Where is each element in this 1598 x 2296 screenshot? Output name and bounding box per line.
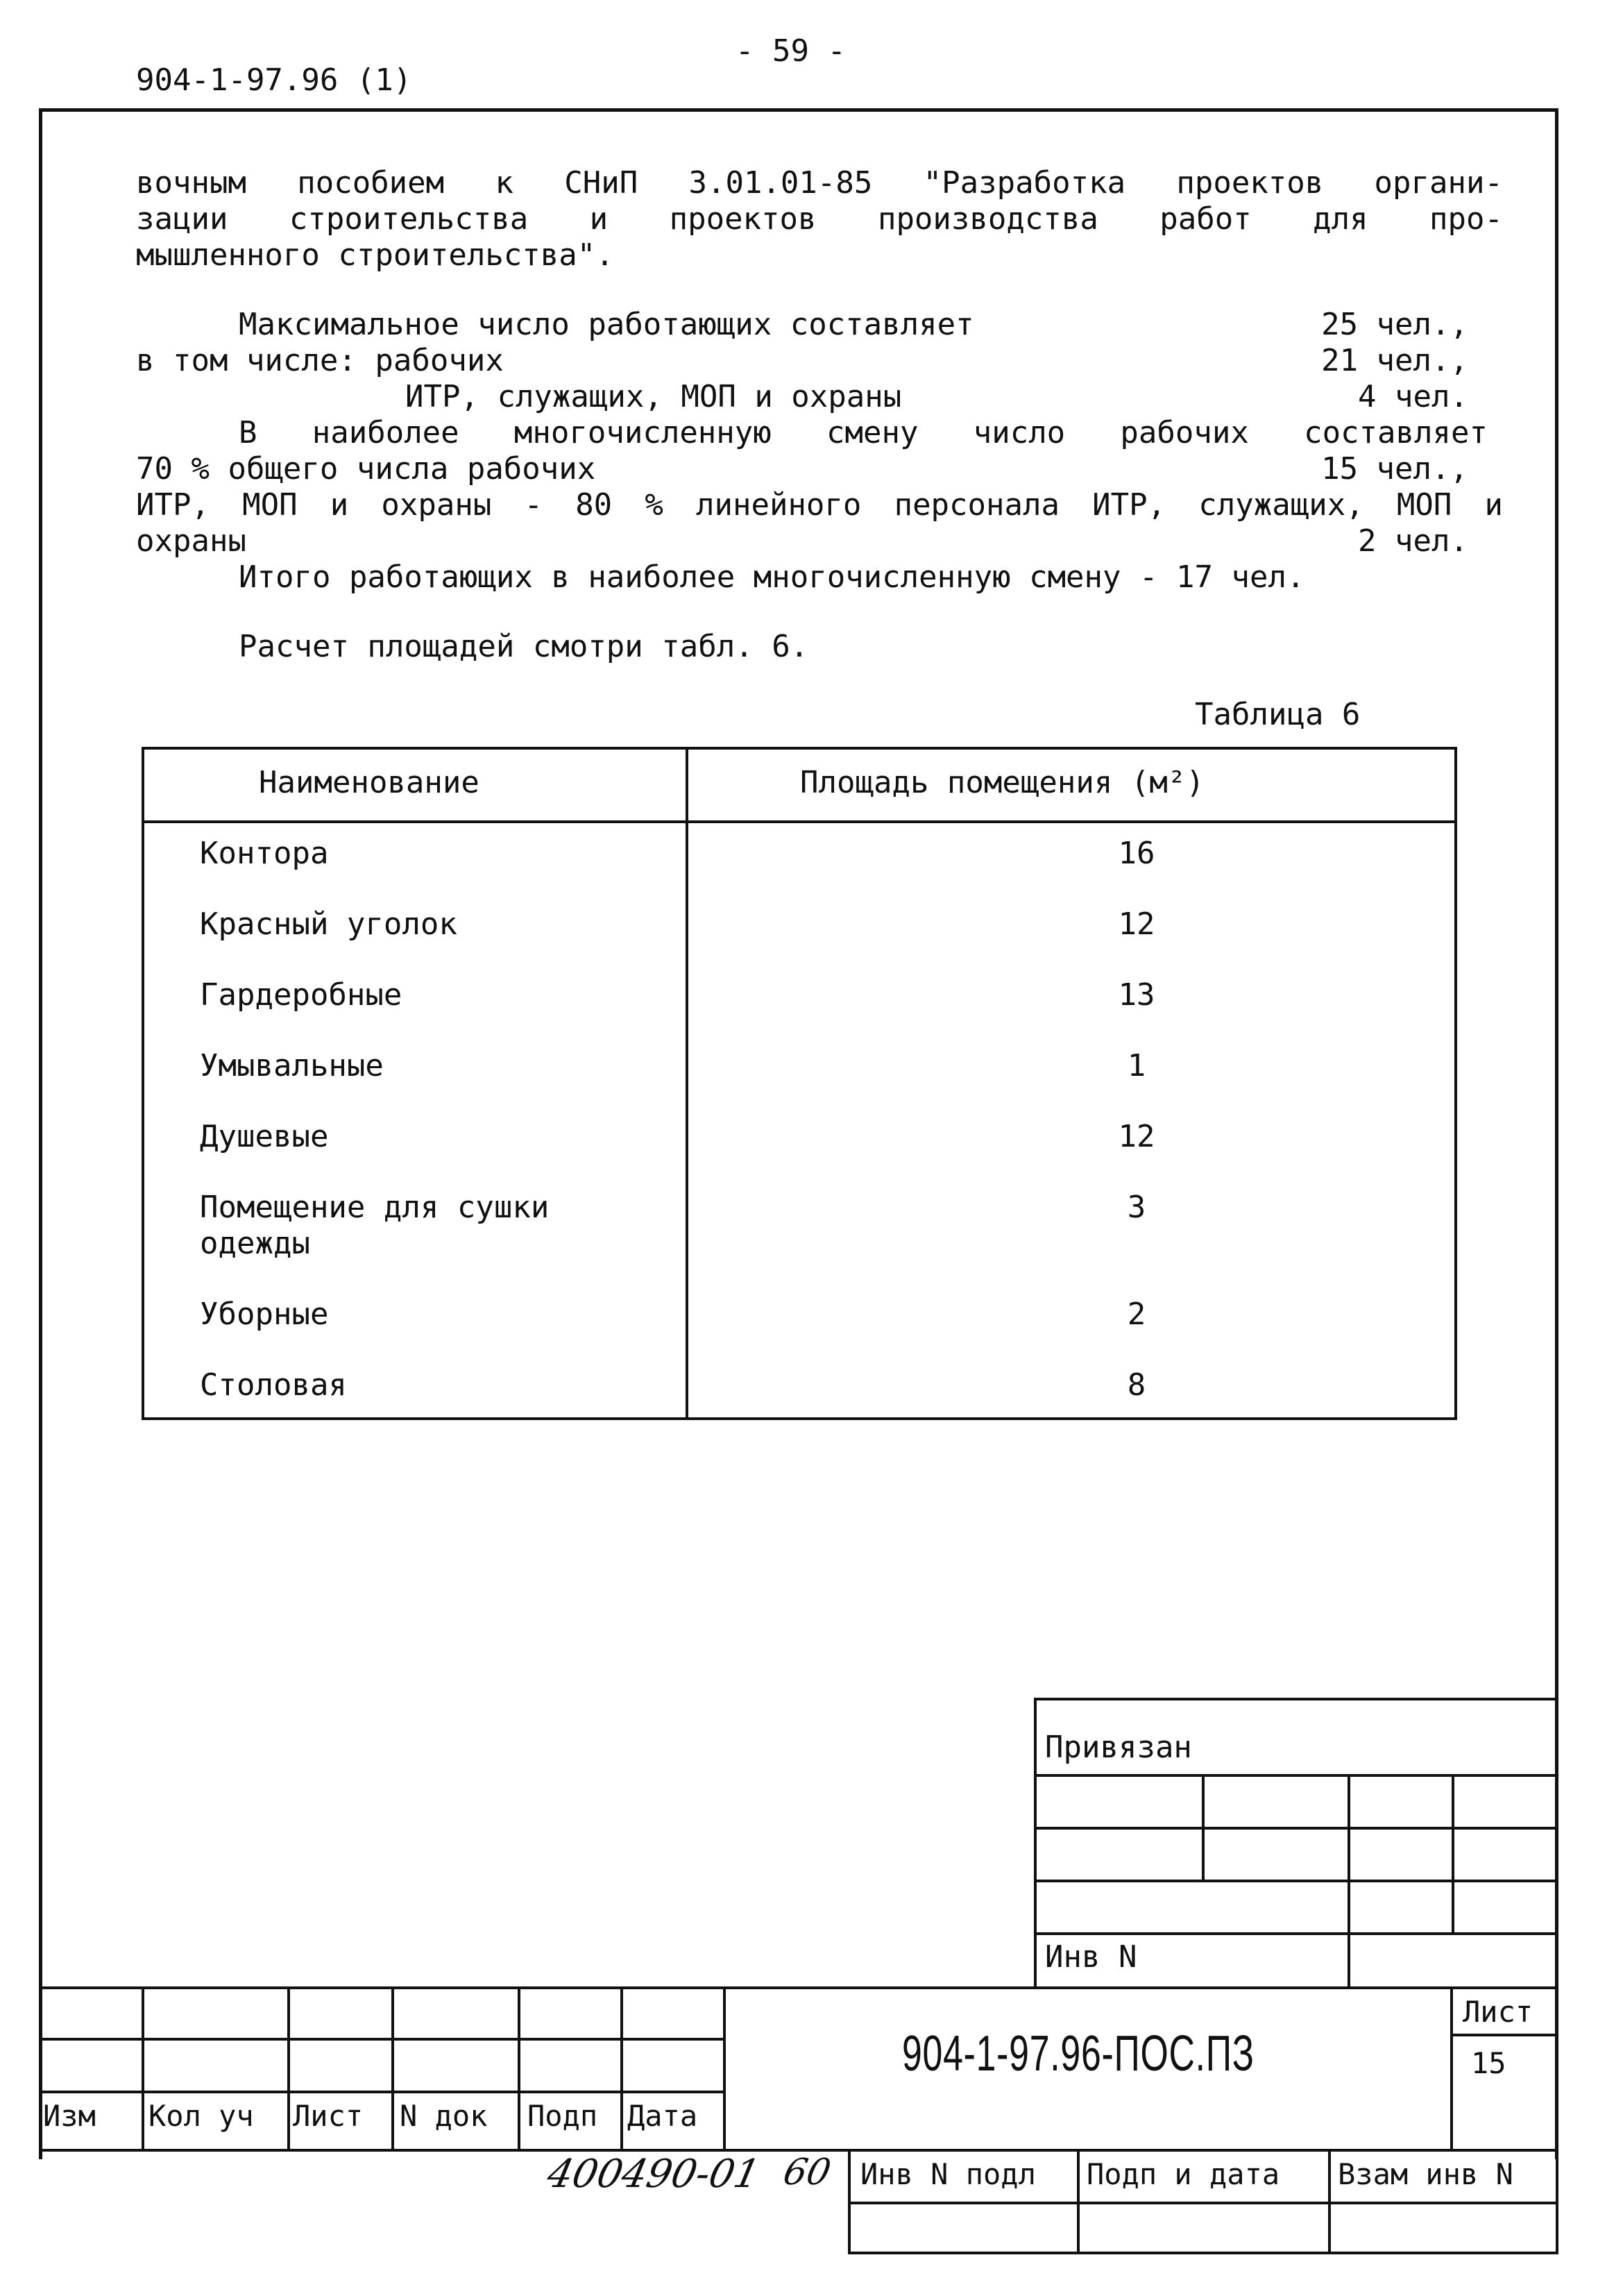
table-row-name: Контора (200, 836, 329, 871)
staff-workers-row (136, 343, 1503, 379)
table-row-area: 12 (1118, 1119, 1155, 1154)
handwritten-inventory-number: 400490-01 (543, 2152, 764, 2197)
table-row-name: Умывальные (200, 1048, 384, 1083)
table-caption: Таблица 6 (1195, 697, 1361, 732)
document-designation: 904-1-97.96-ПОС.ПЗ (902, 2026, 1255, 2082)
table-header-area: Площадь помещения (м²) (800, 765, 1205, 800)
handwritten-page-number: 60 (779, 2152, 835, 2193)
podp-i-data-label: Подп и дата (1087, 2157, 1280, 2191)
table-row-name: Уборные (200, 1297, 329, 1332)
staff-workers-value: 21 чел., (1321, 343, 1468, 378)
itr-shift-value: 2 чел. (1358, 523, 1468, 559)
shift-line-2-value: 15 чел., (1321, 451, 1468, 487)
table-row-area: 13 (1118, 977, 1155, 1013)
col-list: Лист (293, 2099, 364, 2133)
table-row-area: 1 (1127, 1048, 1146, 1083)
staff-itr-value: 4 чел. (1358, 379, 1468, 414)
col-kol-uch: Кол уч (148, 2099, 254, 2133)
calc-note: Расчет площадей смотри табл. 6. (239, 629, 809, 664)
table-header-name: Наименование (259, 765, 479, 800)
vzam-inv-label: Взам инв N (1338, 2157, 1513, 2191)
intro-line-3: мышленного строительства". (136, 237, 614, 273)
col-podp: Подп (527, 2099, 598, 2133)
col-data: Дата (627, 2099, 698, 2133)
staff-max-value: 25 чел., (1321, 307, 1468, 342)
table-row-name: Гардеробные (200, 977, 402, 1013)
document-code: 904-1-97.96 (1) (136, 62, 412, 98)
itr-shift-line: ИТР, МОП и охраны - 80 % линейного персонала ИТР, служащих, МОП и (136, 487, 1503, 523)
title-block (39, 1986, 1558, 2152)
page-number: - 59 - (736, 33, 846, 69)
table-row-name: Помещение для сушки одежды (200, 1190, 550, 1261)
staff-max-row (136, 307, 1503, 343)
total-line: Итого работающих в наиболее многочисленную смену - 17 чел. (239, 559, 1305, 595)
inv-n-podl-label: Инв N подл (860, 2157, 1036, 2191)
table-row-area: 12 (1118, 906, 1155, 942)
table-row-area: 2 (1127, 1297, 1146, 1332)
itr-shift-row (136, 523, 1503, 559)
intro-line-1: вочным пособием к СНиП 3.01.01-85 "Разработка проектов органи- (136, 165, 1503, 201)
intro-line-2: зации строительства и проектов производства работ для про- (136, 201, 1503, 237)
sheet-label: Лист (1463, 1995, 1533, 2029)
staff-max-label: Максимальное число работающих составляет (239, 307, 974, 342)
table-row-area: 8 (1127, 1367, 1146, 1403)
shift-line-2-label: 70 % общего числа рабочих (136, 451, 596, 487)
table-row-name: Столовая (200, 1367, 347, 1403)
staff-workers-label: в том числе: рабочих (136, 343, 504, 378)
table-row-name: Красный уголок (200, 906, 457, 942)
privyazan-label: Привязан (1045, 1730, 1192, 1765)
staff-itr-row (136, 379, 1503, 415)
inv-n-label: Инв N (1045, 1939, 1137, 1975)
itr-shift-label: охраны (136, 523, 246, 559)
shift-line-1: В наиболее многочисленную смену число рабочих составляет (239, 415, 1488, 450)
shift-line-2-row (136, 451, 1503, 487)
col-n-dok: N док (400, 2099, 488, 2133)
col-izm: Изм (43, 2099, 96, 2133)
table-row-area: 3 (1127, 1190, 1146, 1225)
sheet-number: 15 (1471, 2046, 1506, 2080)
table-row-name: Душевые (200, 1119, 329, 1154)
staff-itr-label: ИТР, служащих, МОП и охраны (405, 379, 902, 414)
table-row-area: 16 (1118, 836, 1155, 871)
area-table (142, 747, 1457, 1420)
